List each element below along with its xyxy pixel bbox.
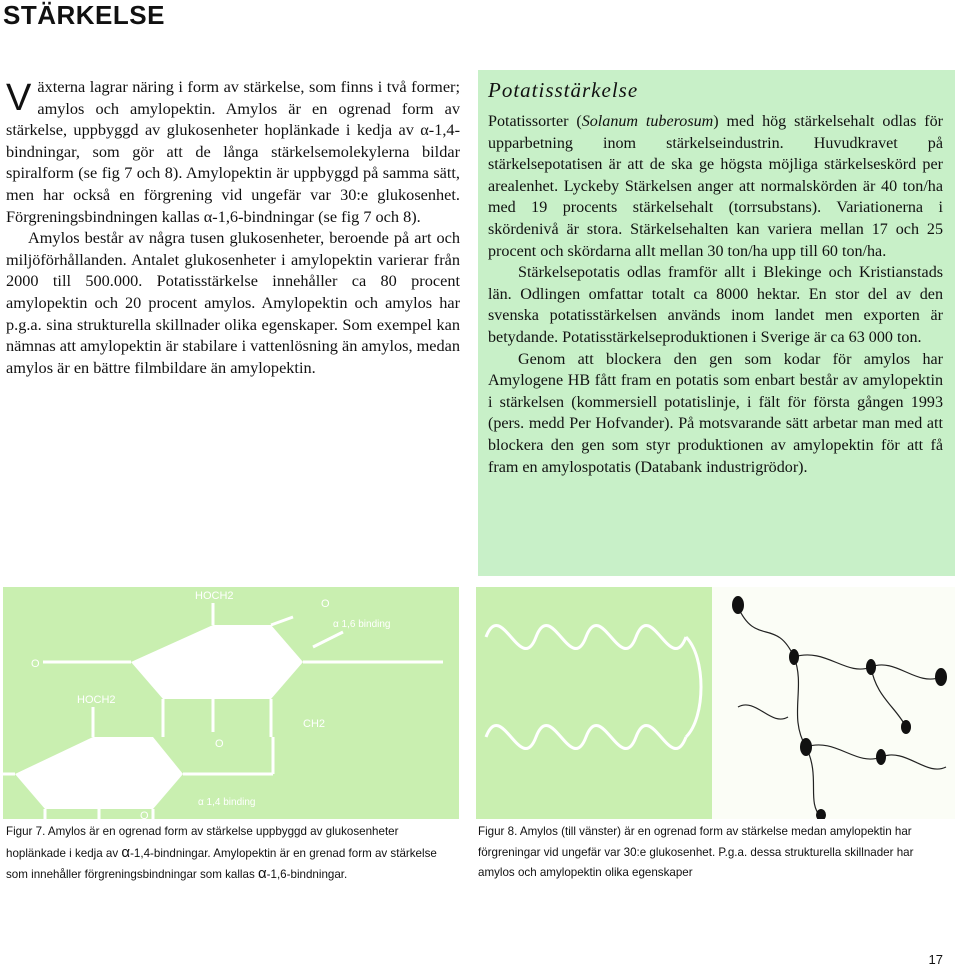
atom-o-left: O — [31, 658, 40, 670]
label-ch2: CH2 — [303, 718, 326, 730]
sidebar-box-text — [488, 111, 943, 478]
box-p1-end: ) med hög stärkelsehalt odlas för upparbetning inom stärkelseindustrin. Huvudkravet på stärkelsepotatisen är att de ska ge högsta möjliga stärkelseskörd per arealenhet. Lyckeby Stärkelsen anger att normalskörden är 40 ton/ha med 19 procents stärkelsehalt (torrsubstans). Variationerna i skördenivå är stora. Stärkelsehalten kan variera mellan 17 och 25 procent och skördarna allt mellan 30 ton/ha upp till 60 ton/ha. — [488, 113, 944, 260]
box-paragraph-1 — [488, 111, 943, 262]
atom-o-ring-top: O — [321, 598, 330, 610]
atom-o-middle: O — [215, 738, 224, 750]
sidebar-box-title: Potatisstärkelse — [488, 78, 639, 102]
label-alpha-14-binding: α 1,4 binding — [198, 797, 256, 808]
box-paragraph-2: Stärkelsepotatis odlas framför allt i Blekinge och Kristianstads län. Odlingen omfattar totalt ca 8000 hektar. En stor del av den svenska potatisstärkelsen används inom landet men exporten är betydande. Potatisstärkelseproduktionen i Sverige är ca 63 000 ton. — [488, 264, 943, 346]
article-paragraph-1 — [6, 76, 460, 227]
amylopectin-panel — [712, 587, 955, 819]
atom-h-low-1: H — [99, 746, 107, 758]
amylose-amylopectin-diagram — [476, 587, 955, 819]
glucose-structure-diagram — [3, 587, 459, 819]
atom-oh-top: OH — [229, 676, 246, 688]
article-paragraph-2: Amylos består av några tusen glukosenheter, beroende på art och miljöförhållanden. Antalet glukosenheter i amylopektin varierar från 2000 till 500.000. Potatisstärkelse innehåller ca 80 procent amylopektin och 20 procent amylos. Amylopektin och amylos har p.g.a. sina strukturella skillnader olika egenskaper. Som exempel kan nämnas att amylopektin är stabilare i vattenlösning än amylos, medan amylos är en bättre filmbildare än amylopektin. — [6, 228, 460, 377]
label-hoch2-left: HOCH2 — [77, 694, 116, 706]
page-title: STÄRKELSE — [3, 0, 165, 30]
figure-8-caption: Figur 8. Amylos (till vänster) är en ogrenad form av stärkelse medan amylopektin har förgreningar vid ungefär var 30:e glukosenhet. P.g.a. dessa strukturella skillnader har amylos och amylopektin olika egenskaper — [478, 825, 914, 880]
atom-o-bottom: O — [140, 810, 149, 819]
paragraph-1-text: äxterna lagrar näring i form av stärkelse, som finns i två former; amylos och amylopektin. Amylos är en ogrenad form av stärkelse, uppbyggd av glukosenheter hoplänkade i kedja av α-1,4-bindningar, som gör att de långa stärkelsemolekylerna bildar spiralform (se fig 7 och 8). Amylopektin är uppbyggd på samma sätt, men har också en förgrening vid ungefär var 30:e glukosenhet. Förgreningsbindningen kallas α-1,6-bindningar (se fig 7 och 8). — [6, 77, 460, 226]
atom-h-top-1: H — [209, 633, 217, 645]
page-number: 17 — [928, 952, 943, 967]
figure-7-caption: Figur 7. Amylos är en ogrenad form av stärkelse uppbyggd av glukosenheter hoplänkade i kedja av α-1,4-bindningar. Amylopektin är en grenad form av stärkelse som innehåller förgreningsbindningar som kallas α-1,6-bindningar. — [6, 825, 437, 883]
amylose-helix — [486, 625, 701, 748]
drop-cap: V — [6, 77, 32, 119]
species-name: Solanum tuberosum — [581, 113, 714, 130]
atom-oh-low: OH — [99, 788, 116, 800]
figure-8-molecules — [476, 587, 955, 819]
box-paragraph-3: Genom att blockera den gen som kodar för amylos har Amylogene HB fått fram en potatis som enbart består av amylopektin i stärkelsen (kommersiell potatislinje, i fält för första gången 1993 (pers. medd Per Hofvander). På motsvarande sätt arbetar man med att blockera den gen som styr produktionen av amylopektin för att få fram en amylospotatis (Databank industrigrödor). — [488, 350, 943, 476]
label-alpha-16-binding: α 1,6 binding — [333, 619, 391, 630]
box-p1-start: Potatissorter ( — [488, 113, 582, 130]
label-hoch2-top: HOCH2 — [195, 590, 234, 602]
main-article-text — [6, 76, 460, 378]
figure-7-structure — [3, 587, 459, 819]
